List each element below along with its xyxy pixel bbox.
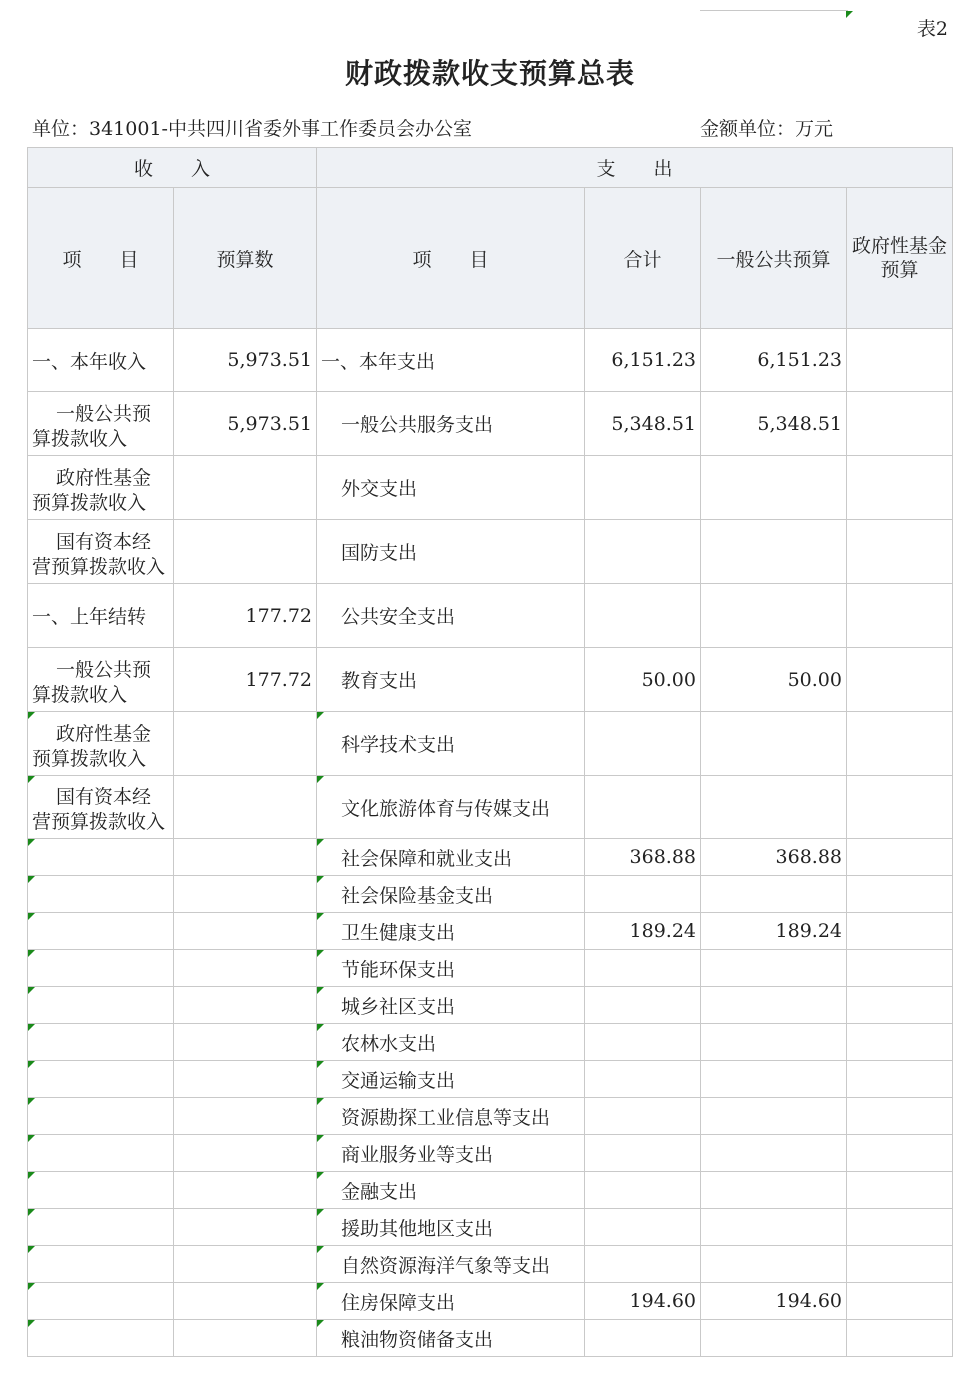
table-row	[28, 1209, 953, 1246]
expense-item-cell	[317, 584, 585, 648]
general-cell	[701, 584, 847, 648]
expense-item-cell	[317, 329, 585, 392]
cell-comment-mark	[317, 712, 324, 719]
fund-cell	[847, 1320, 953, 1357]
expense-item-cell	[317, 1024, 585, 1061]
expense-item-cell	[317, 1172, 585, 1209]
income-budget-cell	[174, 950, 317, 987]
income-item-label: 政府性基金预算拨款收入	[32, 722, 152, 770]
expense-item-label: 节能环保支出	[341, 958, 456, 981]
cell-comment-mark	[317, 1320, 324, 1327]
cell-comment-mark	[28, 1246, 35, 1253]
total-cell	[585, 712, 701, 776]
income-item-cell	[28, 1172, 174, 1209]
income-item-cell	[28, 1098, 174, 1135]
income-budget-cell: 177.72	[174, 648, 317, 712]
cell-comment-mark	[317, 950, 324, 957]
amount-unit-label: 金额单位：万元	[700, 118, 834, 140]
income-budget-cell	[174, 876, 317, 913]
expense-item-cell	[317, 987, 585, 1024]
general-cell	[701, 876, 847, 913]
income-budget-cell: 5,973.51	[174, 392, 317, 456]
cell-comment-mark	[317, 776, 324, 783]
total-cell: 194.60	[585, 1283, 701, 1320]
fund-cell	[847, 520, 953, 584]
total-cell	[585, 776, 701, 839]
expense-item-label: 商业服务业等支出	[341, 1143, 494, 1166]
cell-comment-mark	[28, 913, 35, 920]
income-item-cell	[28, 913, 174, 950]
income-budget-cell	[174, 456, 317, 520]
fund-cell	[847, 987, 953, 1024]
table-row	[28, 712, 953, 776]
total-cell: 368.88	[585, 839, 701, 876]
general-cell	[701, 1135, 847, 1172]
expense-item-label: 粮油物资储备支出	[341, 1328, 494, 1351]
cell-comment-mark	[28, 950, 35, 957]
header-row-1	[28, 148, 953, 188]
fund-cell	[847, 839, 953, 876]
expense-item-label: 文化旅游体育与传媒支出	[341, 797, 551, 820]
expense-item-label: 科学技术支出	[341, 734, 456, 756]
general-cell	[701, 1209, 847, 1246]
cell-comment-mark	[28, 1135, 35, 1142]
expense-item-label: 一、本年支出	[321, 350, 436, 373]
income-item-cell	[28, 1320, 174, 1357]
table-row	[28, 329, 953, 392]
table-row	[28, 520, 953, 584]
fund-cell	[847, 1246, 953, 1283]
income-item-cell	[28, 1209, 174, 1246]
expense-item-cell	[317, 1098, 585, 1135]
table-row	[28, 987, 953, 1024]
cell-comment-mark	[317, 839, 324, 846]
cell-comment-mark	[28, 1024, 35, 1031]
cell-comment-mark	[317, 1283, 324, 1290]
expense-item-label: 住房保障支出	[341, 1291, 456, 1314]
fund-cell	[847, 913, 953, 950]
cell-comment-mark	[317, 876, 324, 883]
table-row	[28, 950, 953, 987]
income-item-label: 国有资本经营预算拨款收入	[32, 530, 166, 578]
general-cell	[701, 1172, 847, 1209]
cell-comment-mark	[28, 1283, 35, 1290]
expense-item-label: 国防支出	[341, 542, 418, 564]
total-cell: 5,348.51	[585, 392, 701, 456]
income-budget-cell	[174, 1283, 317, 1320]
total-cell	[585, 1320, 701, 1357]
table-row	[28, 392, 953, 456]
fund-cell	[847, 648, 953, 712]
table-row	[28, 456, 953, 520]
income-item-cell	[28, 1246, 174, 1283]
total-cell: 189.24	[585, 913, 701, 950]
cell-comment-mark	[28, 1061, 35, 1068]
cell-comment-mark	[28, 1098, 35, 1105]
expense-item-label: 教育支出	[341, 670, 418, 692]
fund-cell	[847, 1135, 953, 1172]
cell-comment-mark	[317, 1246, 324, 1253]
income-budget-cell: 5,973.51	[174, 329, 317, 392]
total-cell	[585, 1024, 701, 1061]
income-budget-cell	[174, 1061, 317, 1098]
table-row	[28, 839, 953, 876]
general-cell	[701, 1098, 847, 1135]
fund-cell	[847, 1098, 953, 1135]
general-cell	[701, 1320, 847, 1357]
total-cell: 6,151.23	[585, 329, 701, 392]
cell-comment-mark	[28, 712, 35, 719]
table-number: 表2	[916, 18, 948, 40]
income-budget-cell	[174, 1320, 317, 1357]
expense-item-cell	[317, 456, 585, 520]
expense-item-cell	[317, 876, 585, 913]
general-cell	[701, 456, 847, 520]
expense-item-cell	[317, 1135, 585, 1172]
fund-cell	[847, 712, 953, 776]
expense-item-cell	[317, 776, 585, 839]
income-item-cell	[28, 1135, 174, 1172]
expense-item-label: 交通运输支出	[341, 1069, 456, 1092]
cell-comment-mark	[317, 1209, 324, 1216]
total-header: 合计	[585, 188, 701, 329]
gov-fund-header: 政府性基金预算	[847, 188, 953, 329]
header-row-2	[28, 188, 953, 329]
cell-comment-mark	[317, 1098, 324, 1105]
general-cell	[701, 987, 847, 1024]
fund-cell	[847, 1209, 953, 1246]
total-cell	[585, 1098, 701, 1135]
expense-item-label: 公共安全支出	[341, 606, 456, 628]
income-item-cell	[28, 1283, 174, 1320]
cell-comment-mark	[317, 987, 324, 994]
income-budget-cell	[174, 1098, 317, 1135]
expense-item-cell	[317, 950, 585, 987]
total-cell	[585, 1061, 701, 1098]
expense-item-label: 卫生健康支出	[341, 921, 456, 944]
table-row	[28, 1024, 953, 1061]
unit-label: 单位：341001-中共四川省委外事工作委员会办公室	[32, 118, 472, 140]
table-row	[28, 1172, 953, 1209]
cell-comment-mark	[28, 876, 35, 883]
income-budget-cell: 177.72	[174, 584, 317, 648]
total-cell	[585, 1246, 701, 1283]
income-budget-cell	[174, 776, 317, 839]
expense-item-label: 自然资源海洋气象等支出	[341, 1254, 551, 1277]
general-cell: 368.88	[701, 839, 847, 876]
income-budget-cell	[174, 1135, 317, 1172]
general-cell	[701, 1024, 847, 1061]
fund-cell	[847, 584, 953, 648]
income-budget-cell	[174, 1172, 317, 1209]
expense-header: 支 出	[317, 148, 953, 188]
fund-cell	[847, 456, 953, 520]
table-row	[28, 1320, 953, 1357]
expense-item-cell	[317, 1061, 585, 1098]
general-cell: 6,151.23	[701, 329, 847, 392]
income-item-cell	[28, 987, 174, 1024]
income-budget-cell	[174, 712, 317, 776]
expense-item-cell	[317, 520, 585, 584]
fund-cell	[847, 392, 953, 456]
table-row	[28, 876, 953, 913]
total-cell	[585, 950, 701, 987]
income-budget-cell	[174, 1209, 317, 1246]
expense-item-label: 资源勘探工业信息等支出	[341, 1106, 551, 1129]
income-item-cell: 一、上年结转	[28, 584, 174, 648]
income-header: 收 入	[28, 148, 317, 188]
general-cell	[701, 950, 847, 987]
income-item-cell	[28, 648, 174, 712]
expense-item-label: 社会保险基金支出	[341, 884, 494, 907]
fund-cell	[847, 876, 953, 913]
income-item-label: 政府性基金预算拨款收入	[32, 466, 152, 514]
income-item-cell: 一、本年收入	[28, 329, 174, 392]
total-cell	[585, 876, 701, 913]
cell-comment-mark	[317, 1135, 324, 1142]
total-cell	[585, 584, 701, 648]
total-cell: 50.00	[585, 648, 701, 712]
income-item-cell	[28, 950, 174, 987]
table-row	[28, 1061, 953, 1098]
fund-cell	[847, 329, 953, 392]
expense-item-cell	[317, 1320, 585, 1357]
general-cell	[701, 520, 847, 584]
general-cell: 50.00	[701, 648, 847, 712]
table-row	[28, 1135, 953, 1172]
income-budget-cell	[174, 520, 317, 584]
budget-summary-table	[27, 147, 953, 1357]
table-row	[28, 584, 953, 648]
cell-comment-mark	[317, 1061, 324, 1068]
income-budget-cell	[174, 1246, 317, 1283]
general-cell	[701, 776, 847, 839]
table-row	[28, 913, 953, 950]
cell-comment-mark	[317, 1172, 324, 1179]
expense-item-label: 外交支出	[341, 478, 418, 500]
general-cell: 5,348.51	[701, 392, 847, 456]
expense-item-label: 援助其他地区支出	[341, 1217, 494, 1240]
general-cell: 189.24	[701, 913, 847, 950]
income-budget-cell	[174, 1024, 317, 1061]
income-item-cell	[28, 776, 174, 839]
general-public-header: 一般公共预算	[701, 188, 847, 329]
expense-item-cell	[317, 1209, 585, 1246]
expense-item-label: 一般公共服务支出	[341, 414, 494, 436]
cell-comment-mark	[28, 987, 35, 994]
fund-cell	[847, 776, 953, 839]
expense-item-cell	[317, 913, 585, 950]
fund-cell	[847, 1283, 953, 1320]
general-cell	[701, 1246, 847, 1283]
cell-comment-mark	[28, 1320, 35, 1327]
income-item-label: 国有资本经营预算拨款收入	[32, 786, 166, 833]
expense-item-cell	[317, 648, 585, 712]
expense-item-label: 城乡社区支出	[341, 995, 456, 1018]
fund-cell	[847, 1024, 953, 1061]
income-item-header: 项 目	[28, 188, 174, 329]
income-budget-cell	[174, 839, 317, 876]
fund-cell	[847, 1061, 953, 1098]
income-item-label: 一般公共预算拨款收入	[32, 402, 152, 450]
income-budget-cell	[174, 913, 317, 950]
expense-item-label: 社会保障和就业支出	[341, 847, 513, 870]
expense-item-label: 金融支出	[341, 1180, 418, 1203]
page-title: 财政拨款收支预算总表	[344, 57, 635, 90]
income-item-cell	[28, 712, 174, 776]
expense-item-cell	[317, 1246, 585, 1283]
table-row	[28, 776, 953, 839]
cell-comment-mark	[846, 11, 853, 18]
total-cell	[585, 1209, 701, 1246]
total-cell	[585, 1172, 701, 1209]
income-item-cell	[28, 839, 174, 876]
total-cell	[585, 987, 701, 1024]
expense-item-header: 项 目	[317, 188, 585, 329]
income-item-cell	[28, 392, 174, 456]
general-cell	[701, 712, 847, 776]
table-row	[28, 648, 953, 712]
cell-comment-mark	[28, 1172, 35, 1179]
total-cell	[585, 456, 701, 520]
table-row	[28, 1246, 953, 1283]
income-item-cell	[28, 1061, 174, 1098]
income-item-cell	[28, 876, 174, 913]
income-item-cell	[28, 520, 174, 584]
income-item-cell	[28, 1024, 174, 1061]
expense-item-cell	[317, 839, 585, 876]
table-row	[28, 1098, 953, 1135]
total-cell	[585, 1135, 701, 1172]
cell-comment-mark	[28, 839, 35, 846]
income-budget-cell	[174, 987, 317, 1024]
total-cell	[585, 520, 701, 584]
expense-item-cell	[317, 392, 585, 456]
fund-cell	[847, 950, 953, 987]
fund-cell	[847, 1172, 953, 1209]
expense-item-cell	[317, 1283, 585, 1320]
income-item-label: 一般公共预算拨款收入	[32, 658, 152, 706]
top-border-line	[700, 10, 848, 11]
general-cell	[701, 1061, 847, 1098]
expense-item-cell	[317, 712, 585, 776]
cell-comment-mark	[317, 913, 324, 920]
expense-item-label: 农林水支出	[341, 1032, 437, 1055]
cell-comment-mark	[28, 1209, 35, 1216]
income-budget-header: 预算数	[174, 188, 317, 329]
income-item-cell	[28, 456, 174, 520]
cell-comment-mark	[317, 1024, 324, 1031]
table-row	[28, 1283, 953, 1320]
general-cell: 194.60	[701, 1283, 847, 1320]
cell-comment-mark	[28, 776, 35, 783]
